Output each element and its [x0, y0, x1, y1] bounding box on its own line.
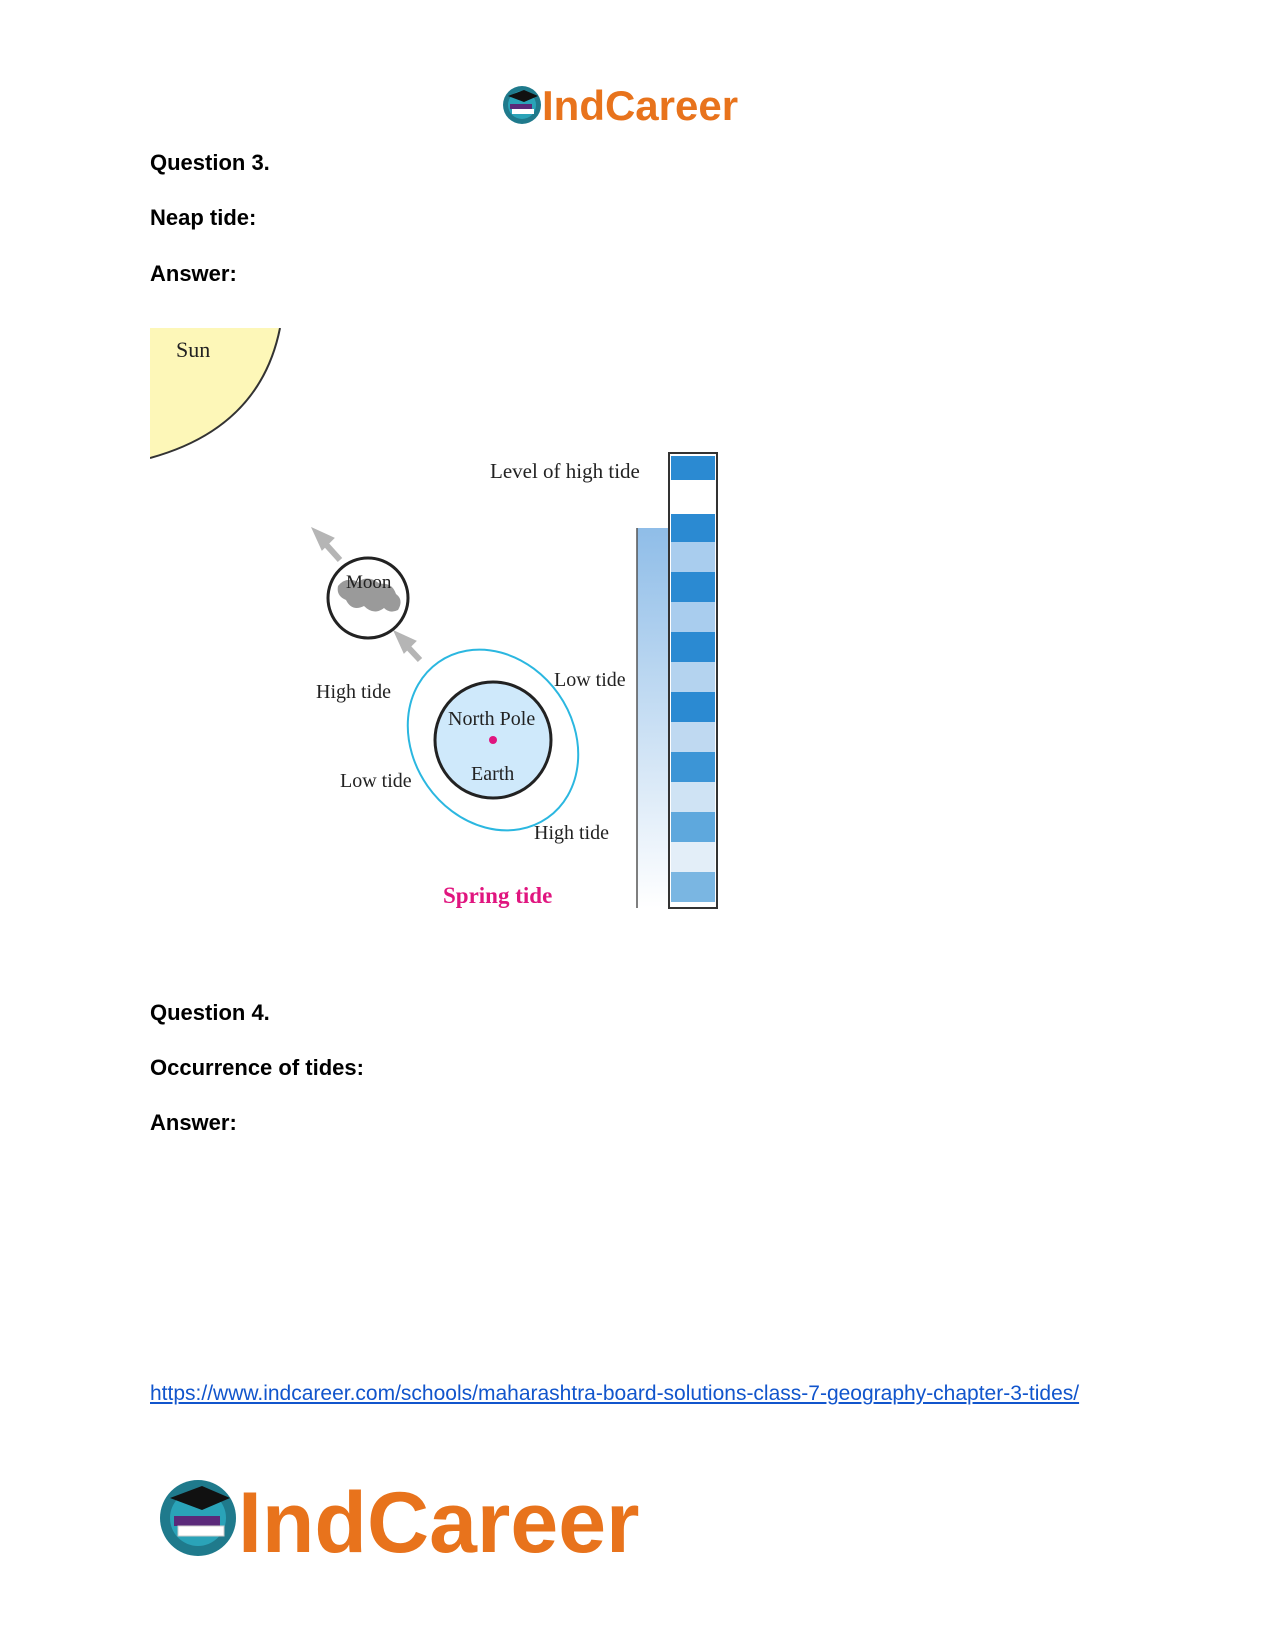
moon-label: Moon — [346, 572, 392, 593]
level-of-high-tide-label: Level of high tide — [490, 459, 640, 483]
high-tide-left-label: High tide — [316, 681, 391, 703]
logo-text: IndCareer — [238, 1475, 640, 1568]
logo-text: IndCareer — [542, 82, 739, 129]
question-4-number: Question 4. — [150, 1000, 270, 1025]
earth — [435, 682, 551, 798]
question-3-number: Question 3. — [150, 150, 270, 175]
north-pole-label: North Pole — [448, 708, 536, 730]
low-tide-right-label: Low tide — [554, 669, 626, 691]
graduation-cap-books-icon — [503, 86, 541, 124]
figure-caption: Spring tide — [443, 883, 553, 908]
moon — [328, 558, 408, 638]
source-url-link[interactable]: https://www.indcareer.com/schools/maharashtra-board-solutions-class-7-geography-chapter-3-tides/ — [150, 1382, 1080, 1405]
sun-label: Sun — [176, 337, 211, 362]
water-column — [637, 528, 669, 908]
low-tide-left-label: Low tide — [340, 770, 412, 792]
sun-shape — [150, 328, 280, 458]
tide-measuring-scale — [669, 453, 717, 908]
question-3-answer-label: Answer: — [150, 261, 237, 286]
question-3-title: Neap tide: — [150, 205, 257, 230]
indcareer-logo-bottom — [158, 1468, 698, 1568]
question-4-title: Occurrence of tides: — [150, 1055, 364, 1080]
graduation-cap-books-icon — [160, 1480, 236, 1556]
indcareer-logo-top — [500, 80, 780, 130]
high-tide-right-label: High tide — [534, 822, 609, 844]
question-4-answer-label: Answer: — [150, 1110, 237, 1135]
spring-tide-diagram — [150, 328, 780, 958]
earth-label: Earth — [471, 763, 515, 785]
